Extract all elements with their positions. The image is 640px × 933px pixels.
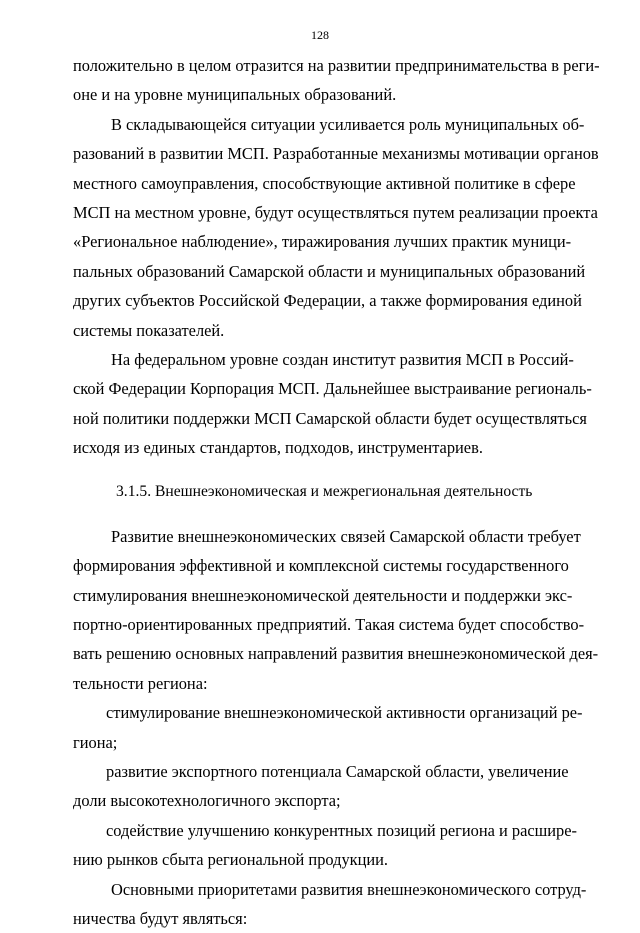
page-body <box>73 51 600 933</box>
text-line: оне и на уровне муниципальных образований. <box>73 85 397 105</box>
text-line: В складывающейся ситуации усиливается роль муниципальных об- <box>111 114 585 134</box>
section-heading: 3.1.5. Внешнеэкономическая и межрегиональная деятельность <box>116 483 533 501</box>
text-line: пальных образований Самарской области и муниципальных образований <box>73 261 586 281</box>
text-line: ничества будут являться: <box>73 908 248 928</box>
text-line: стимулирования внешнеэкономической деятельности и поддержки экс- <box>73 585 573 605</box>
text-line: тельности региона: <box>73 673 208 693</box>
list-item-line: стимулирование внешнеэкономической активности организаций ре- <box>106 703 583 723</box>
text-line: МСП на местном уровне, будут осуществляться путем реализации проекта <box>73 202 598 222</box>
list-item-line: доли высокотехнологичного экспорта; <box>73 791 341 811</box>
text-line: вать решению основных направлений развития внешнеэкономической дея- <box>73 644 599 664</box>
spacer <box>73 462 561 477</box>
text-line: На федеральном уровне создан институт развития МСП в Россий- <box>111 349 574 369</box>
text-line: местного самоуправления, способствующие активной политике в сфере <box>73 173 576 193</box>
text-line: портно-ориентированных предприятий. Такая система будет способство- <box>73 615 585 635</box>
text-line: «Региональное наблюдение», тиражирования лучших практик муници- <box>73 232 572 252</box>
text-line: Развитие внешнеэкономических связей Самарской области требует <box>111 526 581 546</box>
text-line: разований в развитии МСП. Разработанные механизмы мотивации органов <box>73 144 599 164</box>
list-item-line: содействие улучшению конкурентных позиций региона и расшире- <box>106 820 577 840</box>
page-number: 128 <box>311 28 329 42</box>
text-line: Основными приоритетами развития внешнеэкономического сотруд- <box>111 879 587 899</box>
spacer <box>73 507 561 522</box>
list-item-line: гиона; <box>73 732 118 752</box>
text-line: исходя из единых стандартов, подходов, инструментариев. <box>73 438 483 458</box>
text-line: ской Федерации Корпорация МСП. Дальнейшее выстраивание региональ- <box>73 379 592 399</box>
text-line: ной политики поддержки МСП Самарской области будет осуществляться <box>73 408 587 428</box>
list-item-line: развитие экспортного потенциала Самарской области, увеличение <box>106 761 569 781</box>
text-line: других субъектов Российской Федерации, а также формирования единой <box>73 291 582 311</box>
text-line: системы показателей. <box>73 320 225 340</box>
text-line: формирования эффективной и комплексной системы государственного <box>73 556 569 576</box>
list-item-line: нию рынков сбыта региональной продукции. <box>73 850 389 870</box>
text-line: положительно в целом отразится на развитии предпринимательства в реги- <box>73 56 600 75</box>
